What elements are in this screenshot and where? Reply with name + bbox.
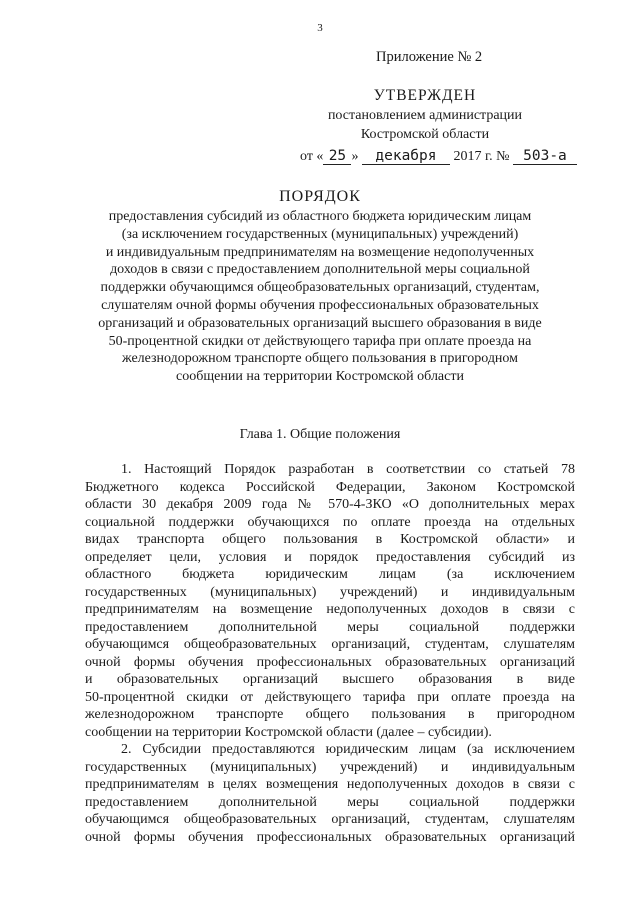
body-line: очной формы обучения профессиональных образовательных организаций bbox=[85, 829, 575, 845]
body-line: предоставлением дополнительной меры социальной поддержки bbox=[85, 794, 575, 810]
body-line: очной формы обучения профессиональных образовательных организаций bbox=[85, 654, 575, 670]
date-month: декабря bbox=[362, 148, 450, 165]
chapter-heading: Глава 1. Общие положения bbox=[239, 427, 401, 442]
appendix-label: Приложение № 2 bbox=[376, 49, 483, 65]
approval-line-1: постановлением администрации bbox=[327, 108, 523, 123]
subtitle-line: слушателям очной формы обучения профессиональных образовательных bbox=[101, 297, 539, 313]
body-line: обучающимся общеобразовательных организаций, студентам, слушателям bbox=[85, 637, 575, 652]
body-line: государственных (муниципальных) учреждений) и индивидуальным bbox=[85, 584, 575, 600]
document-number: 503-а bbox=[513, 148, 577, 165]
paragraph-1 bbox=[85, 461, 575, 741]
document-title: ПОРЯДОК bbox=[279, 188, 361, 205]
document-subtitle bbox=[40, 208, 600, 386]
date-prefix: от « bbox=[300, 149, 324, 164]
date-mid: » bbox=[351, 149, 359, 164]
subtitle-line: сообщении на территории Костромской области bbox=[176, 369, 464, 385]
body-line: обучающимся общеобразовательных организаций, студентам, слушателям bbox=[85, 812, 575, 827]
date-year: 2017 г. № bbox=[453, 149, 510, 164]
body-line: предоставлением дополнительной меры социальной поддержки bbox=[85, 619, 575, 635]
body-line: предпринимателям в целях возмещения недополученных доходов в связи с bbox=[85, 777, 575, 792]
body-line: государственных (муниципальных) учреждений) и индивидуальным bbox=[85, 759, 575, 775]
body-line: видах транспорта общего пользования в Костромской области» и bbox=[85, 532, 575, 547]
subtitle-line: железнодорожном транспорте общего пользования в пригородном bbox=[121, 351, 519, 367]
page-number: 3 bbox=[317, 22, 323, 34]
body-line: 1. Настоящий Порядок разработан в соответствии со статьей 78 bbox=[121, 462, 575, 477]
body-line: Бюджетного кодекса Российской Федерации, Законом Костромской bbox=[85, 479, 575, 495]
date-day: 25 bbox=[323, 148, 351, 165]
subtitle-line: (за исключением государственных (муниципальных) учреждений) bbox=[121, 226, 519, 242]
body-line: социальной поддержки обучающихся по оплате проезда на отдельных bbox=[85, 514, 575, 530]
subtitle-line: предоставления субсидий из областного бюджета юридическим лицам bbox=[108, 209, 532, 224]
body-line: и образовательных организаций высшего образования в виде bbox=[85, 672, 575, 687]
subtitle-line: поддержки обучающимся общеобразовательных организаций, студентам, bbox=[100, 280, 540, 296]
subtitle-line: организаций и образовательных организаций высшего образования в виде bbox=[98, 315, 542, 331]
approval-date-line bbox=[300, 146, 567, 167]
body-line: предпринимателям на возмещение недополученных доходов в связи с bbox=[85, 602, 575, 617]
body-line: сообщении на территории Костромской области (далее – субсидии). bbox=[85, 724, 492, 740]
body-line: 50-процентной скидки от действующего тарифа при оплате проезда на bbox=[85, 689, 575, 705]
subtitle-line: 50-процентной скидки от действующего тарифа при оплате проезда на bbox=[108, 333, 532, 349]
body-line: областного бюджета юридическим лицам (за исключением bbox=[85, 567, 575, 582]
body-line: 2. Субсидии предоставляются юридическим лицам (за исключением bbox=[121, 742, 575, 757]
document-body bbox=[85, 461, 575, 846]
subtitle-line: и индивидуальным предпринимателям на возмещение недополученных bbox=[105, 244, 535, 260]
body-line: определяет цели, условия и порядок предоставления субсидий из bbox=[85, 549, 575, 565]
paragraph-2 bbox=[85, 741, 575, 846]
approval-heading: УТВЕРЖДЕН bbox=[373, 87, 477, 104]
body-line: области 30 декабря 2009 года № 570-4-ЗКО «О дополнительных мерах bbox=[85, 497, 575, 512]
approval-block bbox=[300, 86, 567, 167]
approval-line-2: Костромской области bbox=[360, 127, 490, 142]
subtitle-line: доходов в связи с предоставлением дополнительной меры социальной bbox=[110, 262, 530, 278]
body-line: железнодорожном транспорте общего пользования в пригородном bbox=[85, 707, 575, 722]
